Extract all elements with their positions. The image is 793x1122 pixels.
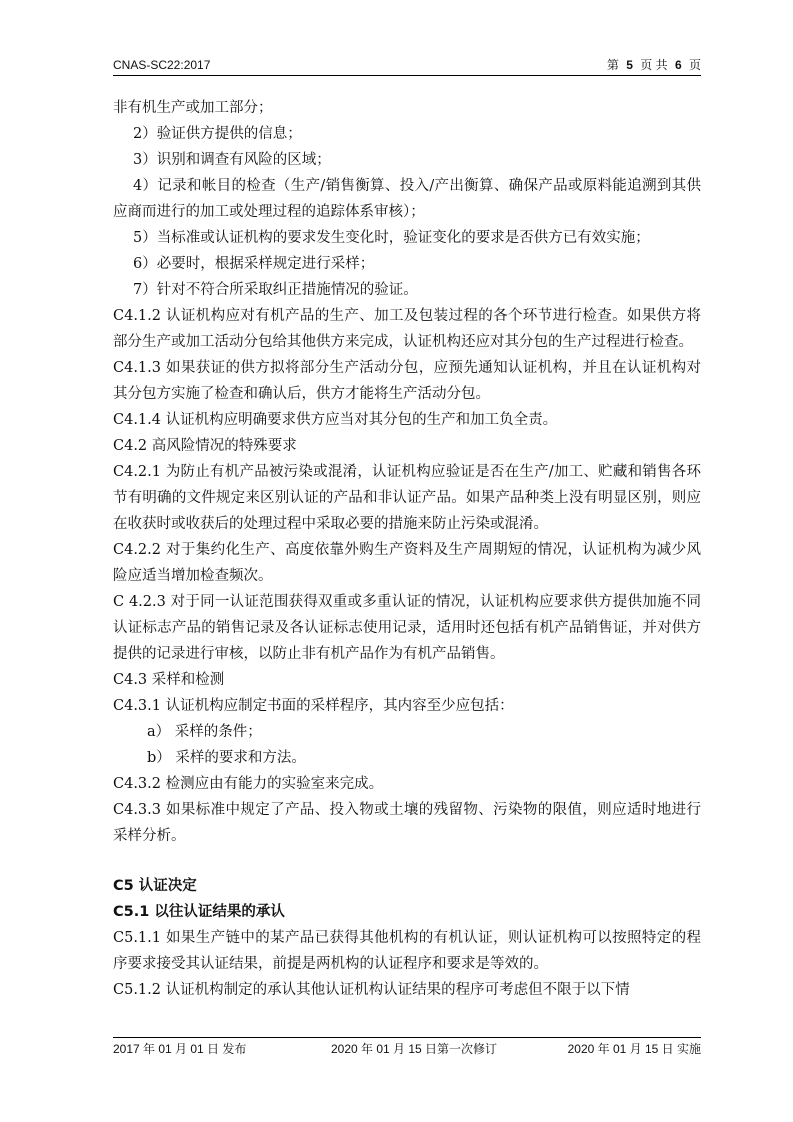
effective-date: 2020 年 01 月 15 日 实施: [567, 1042, 701, 1056]
list-item: 7）针对不符合所采取纠正措施情况的验证。: [133, 282, 418, 298]
clause-c4-2-1: C4.2.1 为防止有机产品被污染或混淆，认证机构应验证是否在生产/加工、贮藏和销售各环节有明确的文件规定来区别认证的产品和非认证产品。如果产品种类上没有明显区别，则应在收获时或收获后的处理过程中采取必要的措施来防止污染或混淆。: [113, 464, 701, 532]
document-id: CNAS-SC22:2017: [113, 58, 211, 72]
section-c4-2-title: C4.2 高风险情况的特殊要求: [113, 438, 297, 454]
revision-date: 2020 年 01 月 15 日第一次修订: [331, 1042, 498, 1056]
section-c5-1-heading: C5.1 以往认证结果的承认: [113, 904, 285, 920]
clause-c5-1-2: C5.1.2 认证机构制定的承认其他认证机构认证结果的程序可考虑但不限于以下情: [113, 982, 630, 998]
list-item: 3）识别和调查有风险的区域；: [133, 152, 331, 168]
clause-c4-2-3: C 4.2.3 对于同一认证范围获得双重或多重认证的情况，认证机构应要求供方提供加施不同认证标志产品的销售记录及各认证标志使用记录，适用时还包括有机产品销售证，并对供方提供的记录进行审核，以防止非有机产品作为有机产品销售。: [113, 594, 701, 662]
sub-item-a: a） 采样的条件；: [147, 724, 262, 740]
list-item-text: 4）记录和帐目的检查（生产/销售衡算、投入/产出衡算、确保产品或原料能追溯到其供应商而进行的加工或处理过程的追踪体系审核）；: [113, 178, 701, 220]
page-total: 6: [674, 58, 682, 72]
clause-c5-1-1: C5.1.1 如果生产链中的某产品已获得其他机构的有机认证，则认证机构可以按照特定的程序要求接受其认证结果，前提是两机构的认证程序和要求是等效的。: [113, 930, 701, 972]
clause-c4-1-4: C4.1.4 认证机构应明确要求供方应当对其分包的生产和加工负全责。: [113, 412, 558, 428]
clause-c4-2-2: C4.2.2 对于集约化生产、高度依靠外购生产资料及生产周期短的情况，认证机构为减少风险应适当增加检查频次。: [113, 542, 701, 584]
page-suffix: 页: [688, 58, 701, 72]
page-footer: [113, 1037, 701, 1058]
list-item: 2）验证供方提供的信息；: [133, 126, 302, 142]
clause-c4-3-1: C4.3.1 认证机构应制定书面的采样程序，其内容至少应包括：: [113, 698, 514, 714]
list-item: [113, 173, 701, 225]
document-body: [113, 95, 701, 1003]
section-c5-heading: C5 认证决定: [113, 878, 197, 894]
publish-date: 2017 年 01 月 01 日 发布: [113, 1042, 247, 1056]
spacer: [113, 849, 701, 873]
clause-c4-1-3: C4.1.3 如果获证的供方拟将部分生产活动分包，应预先通知认证机构，并且在认证机构对其分包方实施了检查和确认后，供方才能将生产活动分包。: [113, 360, 701, 402]
section-c4-3-title: C4.3 采样和检测: [113, 672, 225, 688]
page-current: 5: [626, 58, 633, 72]
list-item: 5）当标准或认证机构的要求发生变化时，验证变化的要求是否供方已有效实施；: [133, 230, 650, 246]
page-number: [607, 57, 701, 73]
list-item: 6）必要时，根据采样规定进行采样；: [133, 256, 375, 272]
clause-c4-3-2: C4.3.2 检测应由有能力的实验室来完成。: [113, 776, 384, 792]
page-prefix: 第: [606, 58, 619, 72]
page-mid: 页 共: [640, 58, 668, 72]
clause-c4-1-2: C4.1.2 认证机构应对有机产品的生产、加工及包装过程的各个环节进行检查。如果供方将部分生产或加工活动分包给其他供方来完成，认证机构还应对其分包的生产过程进行检查。: [113, 308, 701, 350]
paragraph: 非有机生产或加工部分；: [113, 100, 273, 116]
page-header: [113, 57, 701, 76]
sub-item-b: b） 采样的要求和方法。: [147, 750, 306, 766]
clause-c4-3-3: C4.3.3 如果标准中规定了产品、投入物或土壤的残留物、污染物的限值，则应适时地进行采样分析。: [113, 802, 701, 844]
